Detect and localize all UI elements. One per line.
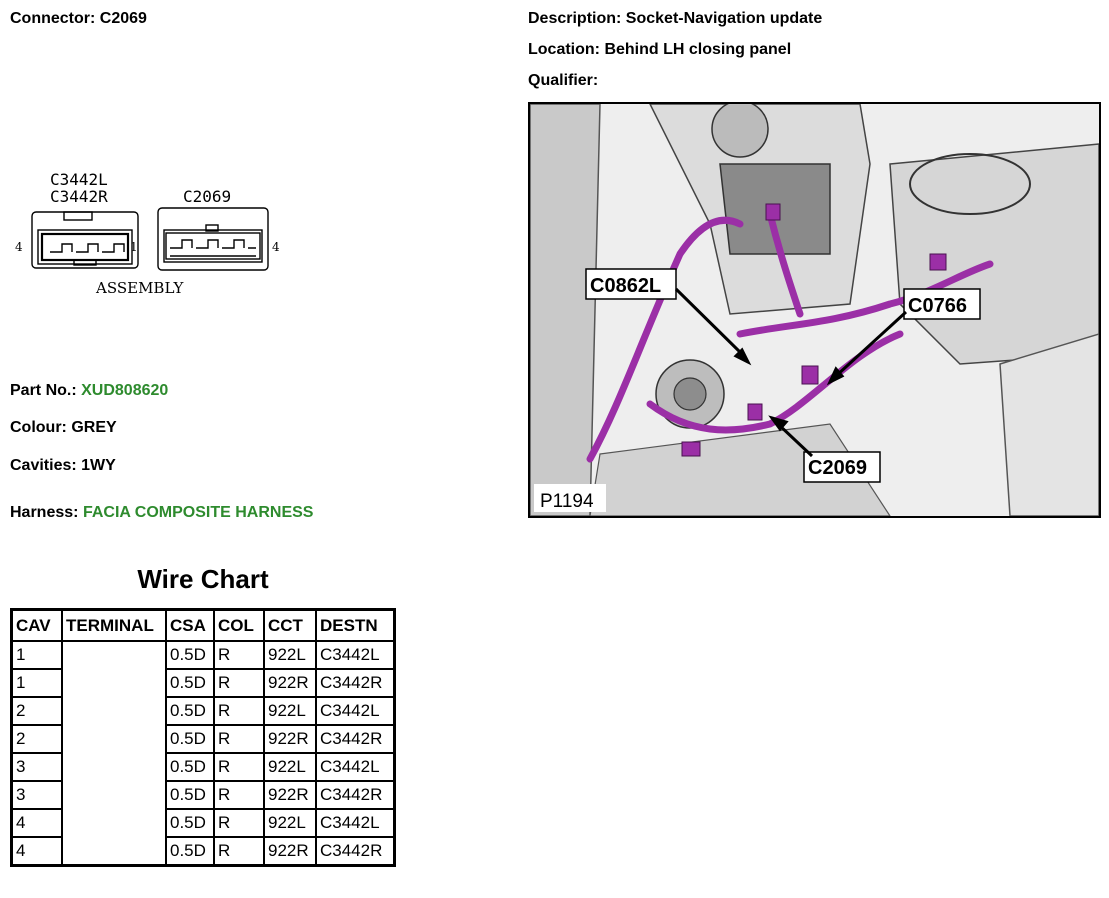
colour-value: GREY [71, 419, 117, 436]
cell-cav: 4 [12, 809, 62, 837]
cell-cct: 922R [264, 725, 316, 753]
cell-col: R [214, 669, 264, 697]
cell-cav: 2 [12, 697, 62, 725]
qualifier-field [528, 72, 598, 90]
cell-col: R [214, 697, 264, 725]
connector-value: C2069 [99, 10, 147, 27]
cavities-value: 1WY [81, 457, 116, 474]
wire-chart-title: Wire Chart [137, 564, 269, 594]
part-no-label: Part No.: [10, 382, 77, 399]
header-cct: CCT [264, 610, 316, 641]
cell-csa: 0.5D [166, 725, 214, 753]
location-field [528, 41, 791, 59]
cell-cct: 922L [264, 697, 316, 725]
pin-left-outer: 4 [15, 240, 23, 254]
description-field [528, 10, 822, 28]
part-no-field [10, 382, 168, 400]
cell-destn: C3442L [316, 809, 394, 837]
connector-face-diagram [10, 160, 300, 310]
cell-cav: 1 [12, 669, 62, 697]
cell-cct: 922R [264, 669, 316, 697]
wire-chart-table [10, 608, 396, 867]
location-value: Behind LH closing panel [604, 41, 792, 58]
cell-csa: 0.5D [166, 753, 214, 781]
header-cav: CAV [12, 610, 62, 641]
left-connector-label-2: C3442R [50, 187, 108, 206]
cell-cct: 922L [264, 641, 316, 669]
left-connector-shape [32, 212, 138, 268]
pin-right-outer: 4 [272, 240, 280, 254]
cell-cav: 2 [12, 725, 62, 753]
cell-csa: 0.5D [166, 781, 214, 809]
cell-destn: C3442R [316, 669, 394, 697]
cell-csa: 0.5D [166, 697, 214, 725]
location-photo [528, 102, 1101, 518]
wire-chart-header-row [12, 610, 394, 641]
harness-link[interactable]: FACIA COMPOSITE HARNESS [82, 504, 314, 521]
cell-csa: 0.5D [166, 837, 214, 865]
cell-col: R [214, 781, 264, 809]
header-destn: DESTN [316, 610, 394, 641]
location-label: Location: [528, 41, 600, 58]
cell-destn: C3442L [316, 697, 394, 725]
callout-c0862l: C0862L [590, 275, 662, 297]
colour-label: Colour: [10, 419, 67, 436]
right-connector-shape [158, 208, 268, 270]
cell-col: R [214, 641, 264, 669]
cell-cct: 922L [264, 753, 316, 781]
cell-col: R [214, 837, 264, 865]
description-value: Socket-Navigation update [625, 10, 823, 27]
cell-col: R [214, 725, 264, 753]
pin-left-inner: 1 [130, 240, 138, 254]
header-terminal: TERMINAL [62, 610, 166, 641]
cell-csa: 0.5D [166, 809, 214, 837]
figure-id: P1194 [540, 491, 594, 512]
table-row [12, 641, 394, 669]
cell-cct: 922R [264, 781, 316, 809]
harness-label: Harness: [10, 504, 79, 521]
cavities-field [10, 457, 116, 475]
cavities-label: Cavities: [10, 457, 77, 474]
cell-destn: C3442R [316, 725, 394, 753]
cell-destn: C3442L [316, 641, 394, 669]
colour-field [10, 419, 117, 437]
cell-col: R [214, 809, 264, 837]
cell-csa: 0.5D [166, 641, 214, 669]
connector-label: Connector: [10, 10, 96, 27]
cell-col: R [214, 753, 264, 781]
cell-destn: C3442R [316, 781, 394, 809]
cell-cav: 1 [12, 641, 62, 669]
header-csa: CSA [166, 610, 214, 641]
cell-destn: C3442R [316, 837, 394, 865]
left-connector-label-1: C3442L [50, 170, 108, 189]
cell-destn: C3442L [316, 753, 394, 781]
cell-cav: 3 [12, 781, 62, 809]
description-label: Description: [528, 10, 622, 27]
location-photo-illustration [530, 104, 1099, 516]
qualifier-label: Qualifier: [528, 72, 599, 89]
assembly-label: ASSEMBLY [96, 279, 184, 297]
connector-field [10, 10, 147, 28]
cell-cct: 922L [264, 809, 316, 837]
header-col: COL [214, 610, 264, 641]
right-connector-label: C2069 [183, 187, 232, 206]
cell-cct: 922R [264, 837, 316, 865]
callout-c2069: C2069 [808, 457, 867, 479]
part-no-link[interactable]: XUD808620 [81, 382, 169, 399]
callout-c0766: C0766 [908, 295, 967, 317]
cell-terminal [62, 641, 166, 865]
cell-cav: 3 [12, 753, 62, 781]
harness-field [10, 504, 313, 522]
cell-csa: 0.5D [166, 669, 214, 697]
cell-cav: 4 [12, 837, 62, 865]
